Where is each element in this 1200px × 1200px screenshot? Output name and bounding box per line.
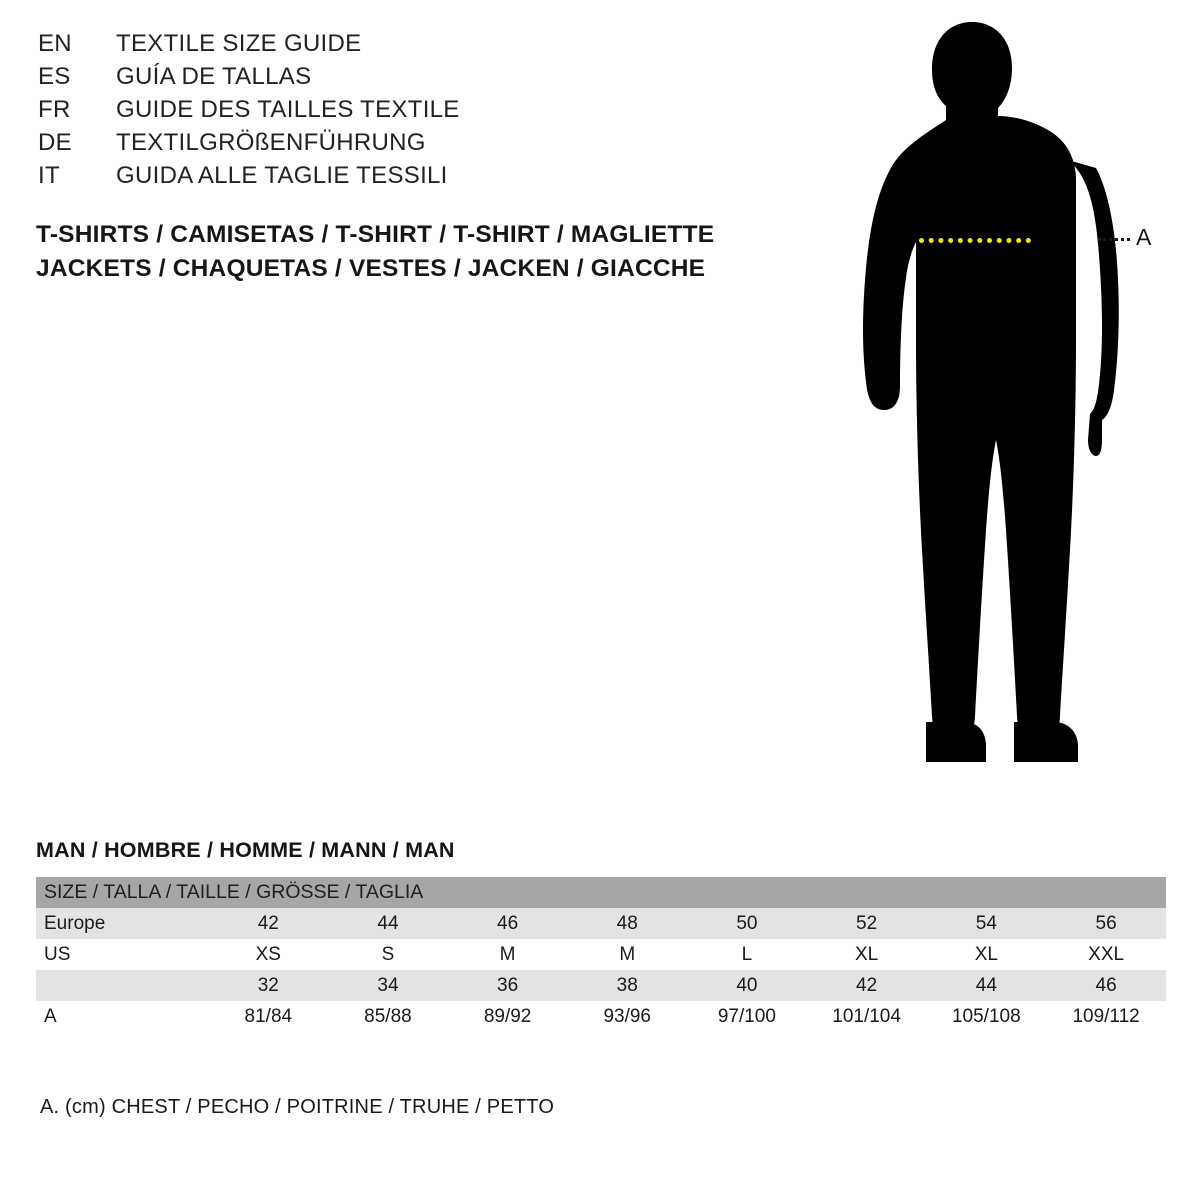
- table-cell: 56: [1046, 908, 1166, 939]
- language-code: EN: [38, 30, 72, 57]
- row-label: [36, 970, 208, 1001]
- table-cell: 89/92: [448, 1001, 568, 1032]
- table-cell: L: [687, 939, 807, 970]
- table-cell: 46: [448, 908, 568, 939]
- table-cell: 32: [208, 970, 328, 1001]
- table-cell: XS: [208, 939, 328, 970]
- table-cell: XL: [807, 939, 927, 970]
- table-cell: 34: [328, 970, 448, 1001]
- language-title: GUIDE DES TAILLES TEXTILE: [116, 96, 460, 123]
- row-label: A: [36, 1001, 208, 1032]
- table-cell: XXL: [1046, 939, 1166, 970]
- table-cell: 97/100: [687, 1001, 807, 1032]
- language-title: TEXTILGRÖßENFÜHRUNG: [116, 129, 426, 156]
- language-code: DE: [38, 129, 72, 156]
- table-cell: 85/88: [328, 1001, 448, 1032]
- table-cell: 50: [687, 908, 807, 939]
- table-row: [36, 939, 1166, 970]
- table-cell: 54: [926, 908, 1046, 939]
- table-row: [36, 970, 1166, 1001]
- size-table-section: [36, 838, 1166, 1032]
- table-cell: XL: [926, 939, 1046, 970]
- language-code: IT: [38, 162, 60, 189]
- chest-measure-line: [919, 238, 1031, 243]
- language-row: [38, 129, 758, 162]
- table-cell: 109/112: [1046, 1001, 1166, 1032]
- table-header-row: [36, 877, 1166, 908]
- table-cell: M: [567, 939, 687, 970]
- language-row: [38, 96, 758, 129]
- measure-label-a: A: [1136, 224, 1152, 250]
- table-cell: 44: [926, 970, 1046, 1001]
- table-cell: 52: [807, 908, 927, 939]
- table-cell: 46: [1046, 970, 1166, 1001]
- table-cell: S: [328, 939, 448, 970]
- row-label: Europe: [36, 908, 208, 939]
- language-row: [38, 162, 758, 195]
- language-title-list: [38, 30, 758, 195]
- size-table-group-title: MAN / HOMBRE / HOMME / MANN / MAN: [36, 838, 455, 862]
- language-code: ES: [38, 63, 71, 90]
- table-row: [36, 1001, 1166, 1032]
- language-code: FR: [38, 96, 71, 123]
- garment-category: JACKETS / CHAQUETAS / VESTES / JACKEN / GIACCHE: [36, 255, 706, 282]
- table-cell: 38: [567, 970, 687, 1001]
- table-cell: 48: [567, 908, 687, 939]
- table-cell: 42: [807, 970, 927, 1001]
- table-cell: 105/108: [926, 1001, 1046, 1032]
- row-label: US: [36, 939, 208, 970]
- size-table: [36, 877, 1166, 1032]
- language-title: TEXTILE SIZE GUIDE: [116, 30, 362, 57]
- table-cell: 44: [328, 908, 448, 939]
- table-cell: M: [448, 939, 568, 970]
- garment-category: T-SHIRTS / CAMISETAS / T-SHIRT / T-SHIRT / MAGLIETTE: [36, 221, 715, 248]
- table-cell: 40: [687, 970, 807, 1001]
- table-cell: 93/96: [567, 1001, 687, 1032]
- language-row: [38, 30, 758, 63]
- table-cell: 81/84: [208, 1001, 328, 1032]
- measure-leader-line: [1098, 238, 1130, 241]
- table-cell: 101/104: [807, 1001, 927, 1032]
- language-title: GUÍA DE TALLAS: [116, 63, 312, 90]
- measurement-footnote: A. (cm) CHEST / PECHO / POITRINE / TRUHE / PETTO: [40, 1096, 555, 1118]
- language-row: [38, 63, 758, 96]
- garment-category-list: [36, 218, 796, 286]
- language-title: GUIDA ALLE TAGLIE TESSILI: [116, 162, 448, 189]
- measurement-diagram: [800, 10, 1200, 790]
- table-row: [36, 908, 1166, 939]
- table-cell: 42: [208, 908, 328, 939]
- table-cell: 36: [448, 970, 568, 1001]
- table-header-label: SIZE / TALLA / TAILLE / GRÖSSE / TAGLIA: [36, 877, 1166, 908]
- male-silhouette-icon: [800, 10, 1200, 790]
